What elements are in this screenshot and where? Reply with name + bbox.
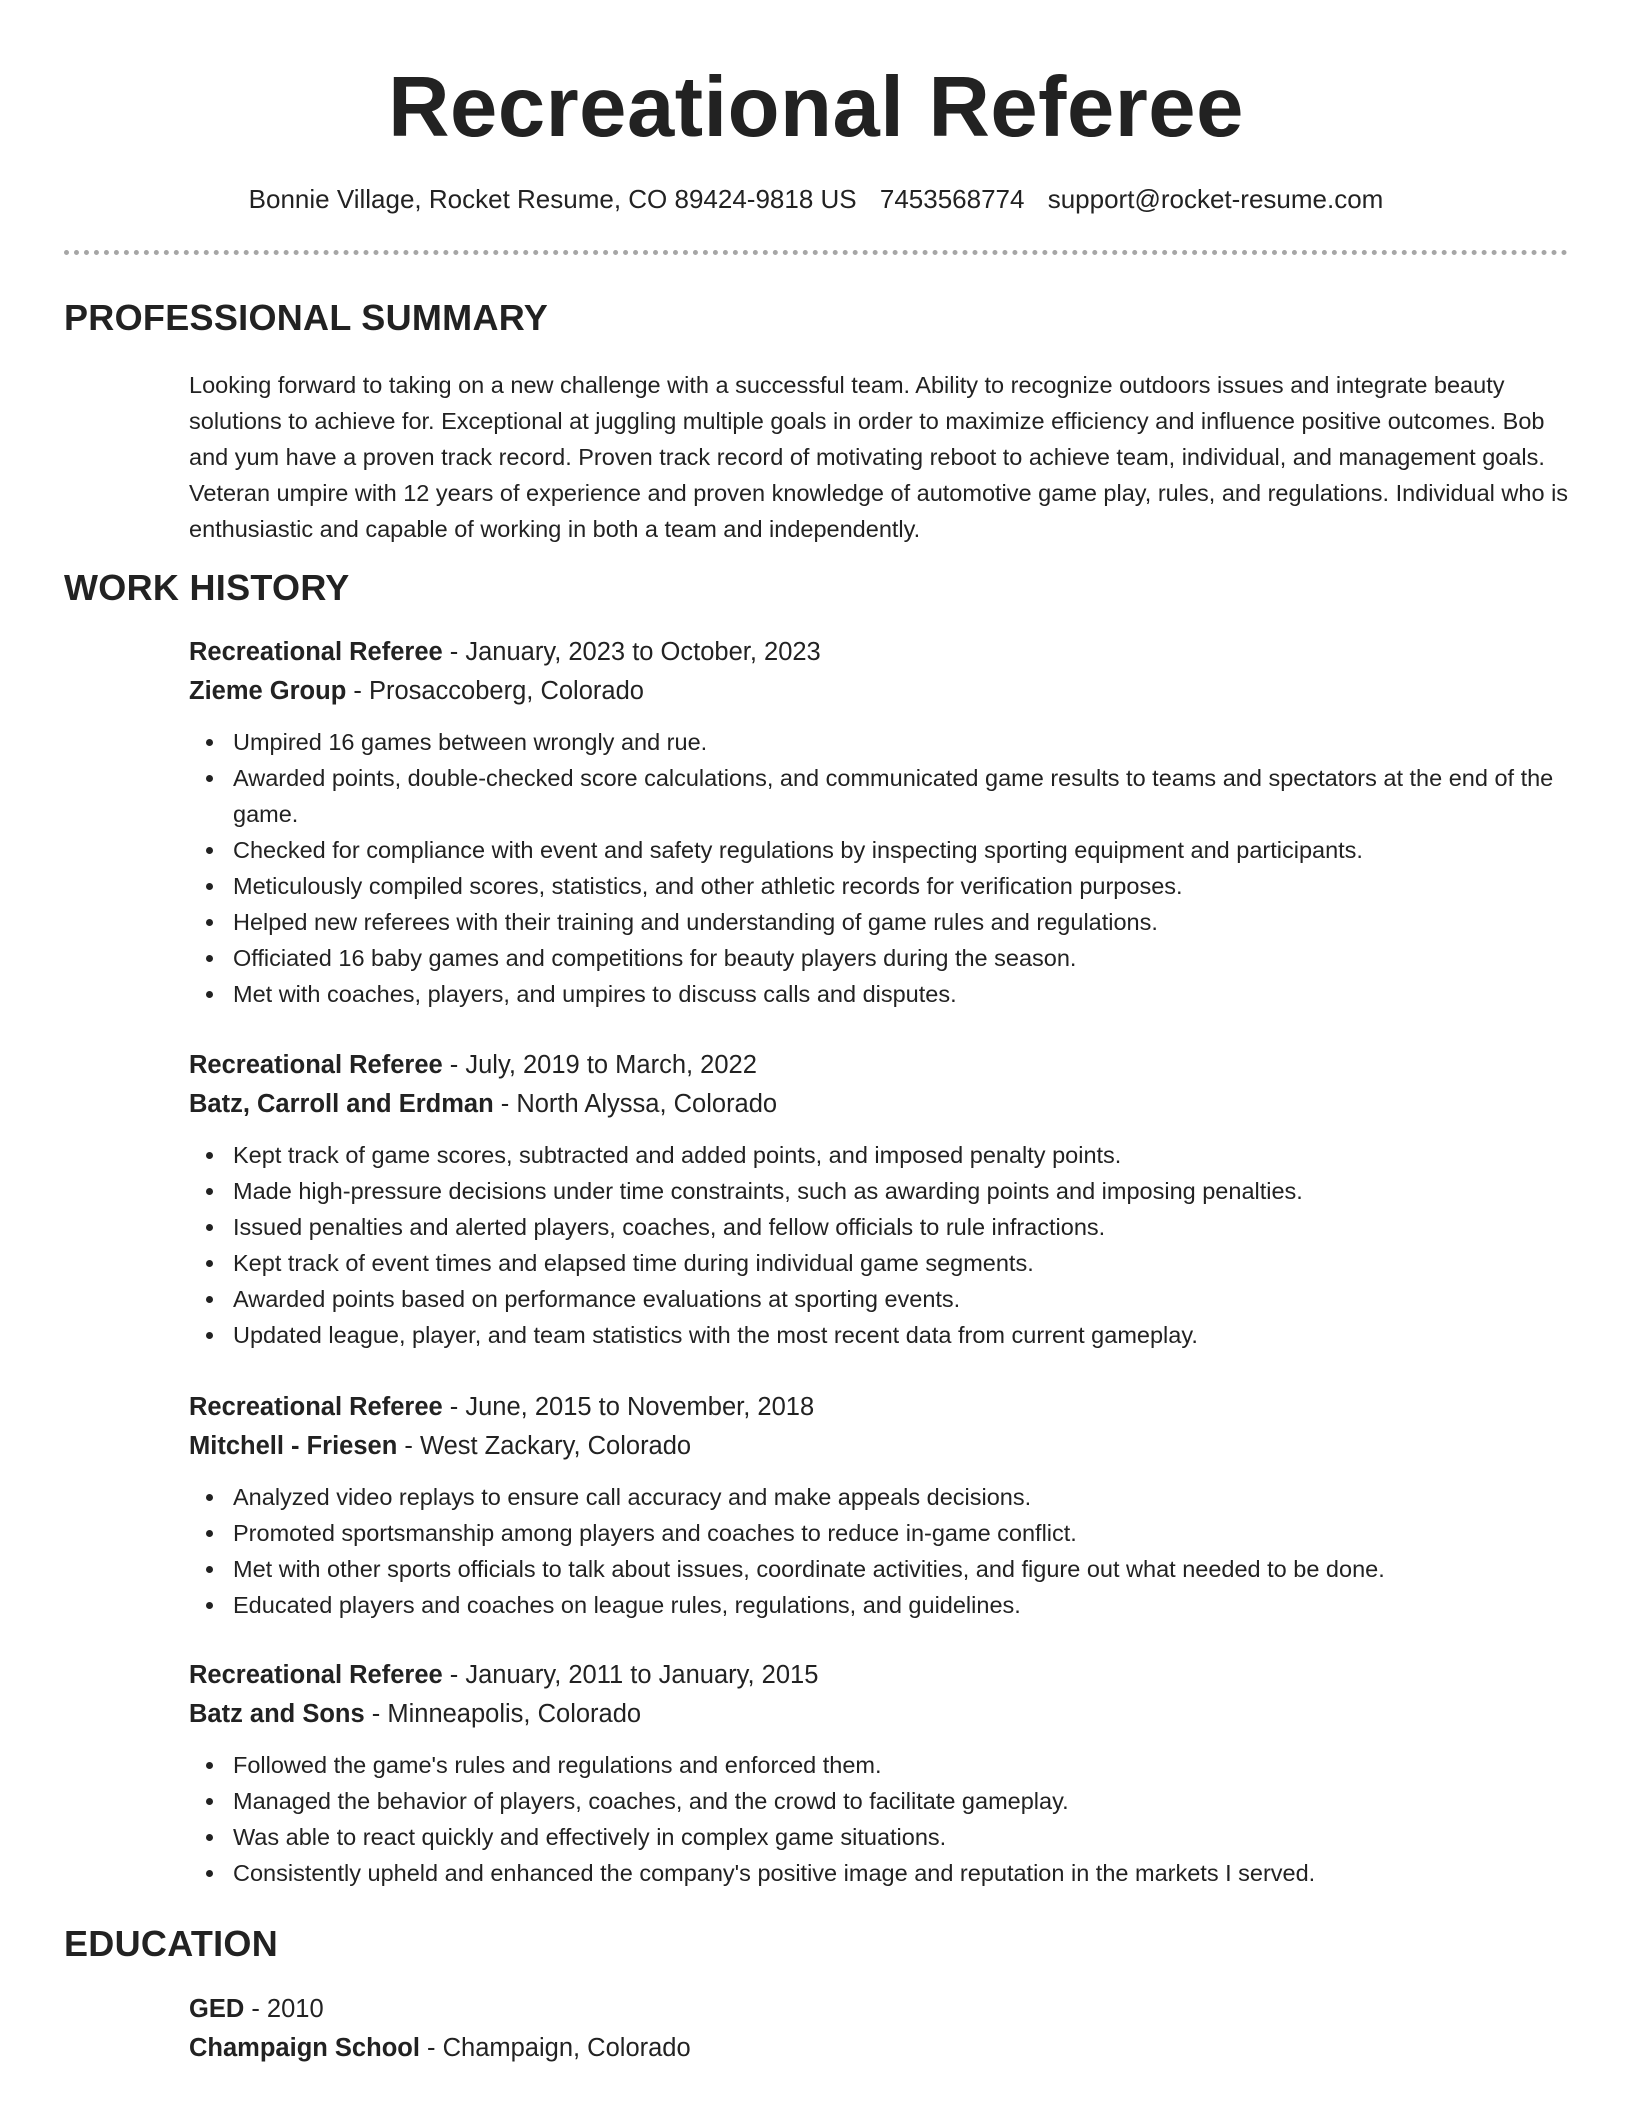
duty-item: Educated players and coaches on league rules, regulations, and guidelines. <box>189 1587 1579 1623</box>
job-duties <box>189 1747 1579 1891</box>
contact-line <box>0 182 1632 216</box>
duty-item: Meticulously compiled scores, statistics, and other athletic records for verification purposes. <box>189 868 1579 904</box>
duty-item: Managed the behavior of players, coaches, and the crowd to facilitate gameplay. <box>189 1783 1579 1819</box>
job-duties <box>189 724 1579 1012</box>
education-entry <box>189 1990 1579 2068</box>
degree-line <box>189 1990 1579 2029</box>
duty-item: Issued penalties and alerted players, coaches, and fellow officials to rule infractions. <box>189 1209 1579 1245</box>
job-location: - North Alyssa, Colorado <box>493 1090 778 1118</box>
duty-item: Updated league, player, and team statistics with the most recent data from current gameplay. <box>189 1317 1579 1353</box>
job-dates: - July, 2019 to March, 2022 <box>442 1051 757 1079</box>
duty-item: Met with coaches, players, and umpires to discuss calls and disputes. <box>189 976 1579 1012</box>
contact-phone: 7453568774 <box>879 184 1025 214</box>
job-role: Recreational Referee <box>189 1661 443 1689</box>
duty-item: Officiated 16 baby games and competitions for beauty players during the season. <box>189 940 1579 976</box>
duty-item: Awarded points, double-checked score calculations, and communicated game results to teams and spectators at the end of the game. <box>189 760 1579 832</box>
work-history-heading: WORK HISTORY <box>64 567 350 608</box>
job-company: Zieme Group <box>189 677 347 705</box>
job-role: Recreational Referee <box>189 1393 443 1421</box>
contact-email: support@rocket-resume.com <box>1047 184 1384 214</box>
duty-item: Promoted sportsmanship among players and coaches to reduce in-game conflict. <box>189 1515 1579 1551</box>
job-company: Mitchell - Friesen <box>189 1432 398 1460</box>
job-title-line <box>189 1656 1579 1695</box>
job-dates: - June, 2015 to November, 2018 <box>442 1393 815 1421</box>
job-role: Recreational Referee <box>189 638 443 666</box>
duty-item: Helped new referees with their training and understanding of game rules and regulations. <box>189 904 1579 940</box>
job-dates: - January, 2011 to January, 2015 <box>442 1661 819 1689</box>
duty-item: Kept track of event times and elapsed time during individual game segments. <box>189 1245 1579 1281</box>
job-location: - West Zackary, Colorado <box>397 1432 692 1460</box>
job-duties <box>189 1137 1579 1353</box>
candidate-name: Recreational Referee <box>388 60 1244 155</box>
duty-item: Umpired 16 games between wrongly and rue. <box>189 724 1579 760</box>
job-title-line <box>189 633 1579 672</box>
duty-item: Consistently upheld and enhanced the company's positive image and reputation in the markets I served. <box>189 1855 1579 1891</box>
school-name: Champaign School <box>189 2034 420 2062</box>
duty-item: Met with other sports officials to talk about issues, coordinate activities, and figure out what needed to be done. <box>189 1551 1579 1587</box>
job-location: - Prosaccoberg, Colorado <box>346 677 644 705</box>
degree: GED <box>189 1995 245 2023</box>
job-company-line <box>189 1695 1579 1734</box>
job-location: - Minneapolis, Colorado <box>364 1700 642 1728</box>
job-dates: - January, 2023 to October, 2023 <box>442 638 821 666</box>
duty-item: Checked for compliance with event and safety regulations by inspecting sporting equipment and participants. <box>189 832 1579 868</box>
duty-item: Was able to react quickly and effectively in complex game situations. <box>189 1819 1579 1855</box>
duty-item: Made high-pressure decisions under time constraints, such as awarding points and imposing penalties. <box>189 1173 1579 1209</box>
job-entry <box>189 1388 1579 1623</box>
job-entry <box>189 1046 1579 1353</box>
job-company-line <box>189 1085 1579 1124</box>
school-location: - Champaign, Colorado <box>419 2034 691 2062</box>
job-title-line <box>189 1046 1579 1085</box>
job-company-line <box>189 1427 1579 1466</box>
job-title-line <box>189 1388 1579 1427</box>
header-divider <box>64 250 1568 255</box>
degree-year: - 2010 <box>244 1995 324 2023</box>
job-company: Batz and Sons <box>189 1700 365 1728</box>
duty-item: Awarded points based on performance evaluations at sporting events. <box>189 1281 1579 1317</box>
summary-text: Looking forward to taking on a new challenge with a successful team. Ability to recognize outdoors issues and integrate beauty solutions to achieve for. Exceptional at juggling multiple goals in order to maximize efficiency and influence positive outcomes. Bob and yum have a proven track record. Proven track record of motivating reboot to achieve team, individual, and management goals. Veteran umpire with 12 years of experience and proven knowledge of automotive game play, rules, and regulations. Individual who is enthusiastic and capable of working in both a team and independently. <box>189 372 1569 542</box>
duty-item: Kept track of game scores, subtracted and added points, and imposed penalty points. <box>189 1137 1579 1173</box>
school-line <box>189 2029 1579 2068</box>
job-entry <box>189 1656 1579 1891</box>
duty-item: Followed the game's rules and regulations and enforced them. <box>189 1747 1579 1783</box>
job-company: Batz, Carroll and Erdman <box>189 1090 494 1118</box>
job-entry <box>189 633 1579 1012</box>
summary-heading: PROFESSIONAL SUMMARY <box>64 297 549 338</box>
education-heading: EDUCATION <box>64 1923 279 1964</box>
contact-address: Bonnie Village, Rocket Resume, CO 89424-9818 US <box>248 184 857 214</box>
duty-item: Analyzed video replays to ensure call accuracy and make appeals decisions. <box>189 1479 1579 1515</box>
job-company-line <box>189 672 1579 711</box>
job-duties <box>189 1479 1579 1623</box>
job-role: Recreational Referee <box>189 1051 443 1079</box>
